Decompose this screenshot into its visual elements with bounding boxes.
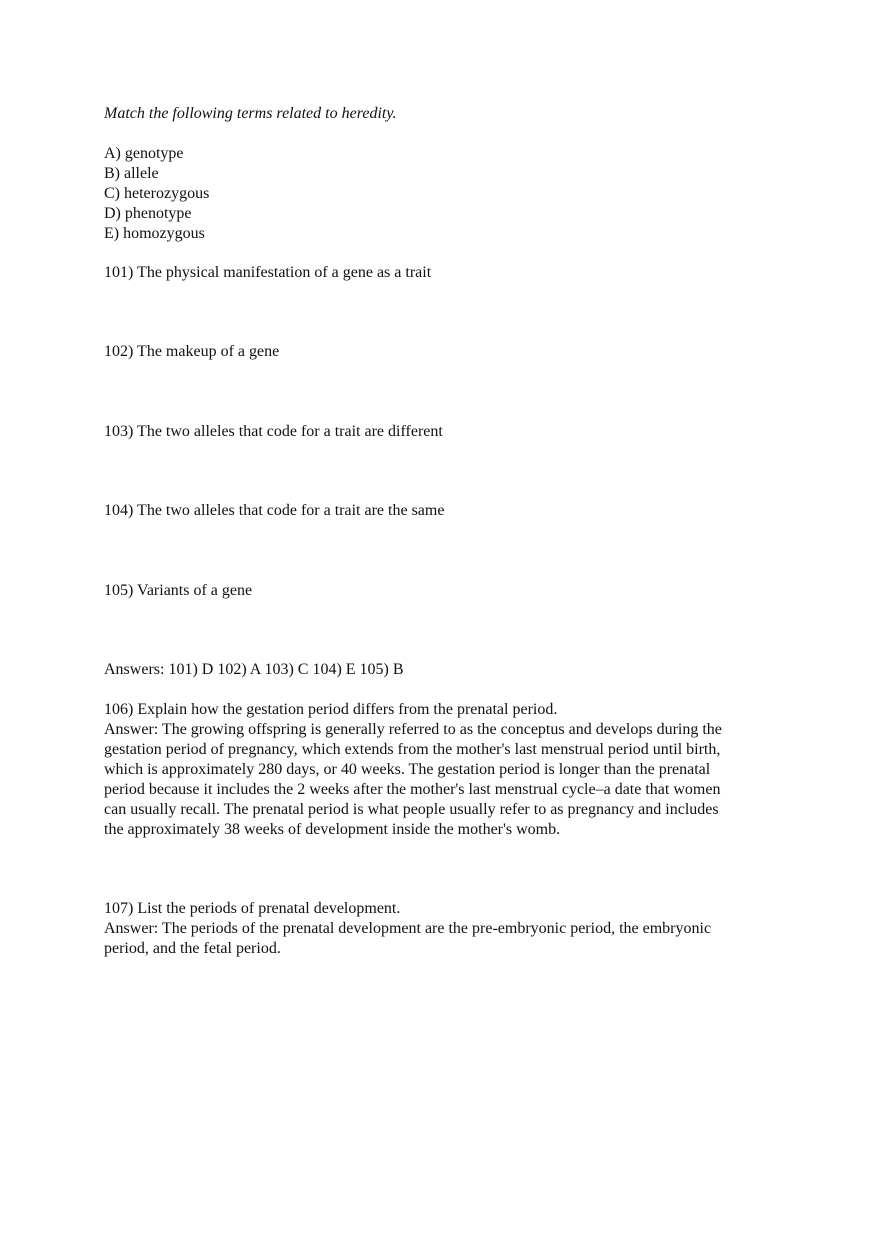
answer-106-line-4: period because it includes the 2 weeks after the mother's last menstrual cycle–a date that women [104, 781, 721, 798]
question-102: 102) The makeup of a gene [104, 343, 280, 360]
question-106: 106) Explain how the gestation period differs from the prenatal period. [104, 701, 558, 718]
option-a: A) genotype [104, 145, 184, 162]
question-106-block [104, 700, 794, 840]
question-103: 103) The two alleles that code for a trait are different [104, 423, 443, 440]
question-107: 107) List the periods of prenatal development. [104, 900, 401, 917]
answer-106-line-6: the approximately 38 weeks of development inside the mother's womb. [104, 821, 561, 838]
question-101: 101) The physical manifestation of a gene as a trait [104, 264, 432, 281]
answer-106-line-5: can usually recall. The prenatal period is what people usually refer to as pregnancy and includes [104, 801, 719, 818]
question-104: 104) The two alleles that code for a trait are the same [104, 502, 445, 519]
question-107-block [104, 899, 794, 959]
instructions: Match the following terms related to heredity. [104, 105, 397, 122]
answer-107-line-1: Answer: The periods of the prenatal development are the pre-embryonic period, the embryonic [104, 920, 712, 937]
answer-106-line-1: Answer: The growing offspring is generally referred to as the conceptus and develops during the [104, 721, 722, 738]
option-b: B) allele [104, 165, 159, 182]
option-d: D) phenotype [104, 205, 192, 222]
answer-107-line-2: period, and the fetal period. [104, 940, 281, 957]
answer-106-line-3: which is approximately 280 days, or 40 weeks. The gestation period is longer than the prenatal [104, 761, 711, 778]
option-e: E) homozygous [104, 225, 205, 242]
answers-line: Answers: 101) D 102) A 103) C 104) E 105) B [104, 661, 404, 678]
question-105: 105) Variants of a gene [104, 582, 253, 599]
answer-106-line-2: gestation period of pregnancy, which extends from the mother's last menstrual period until birth, [104, 741, 721, 758]
option-c: C) heterozygous [104, 185, 210, 202]
